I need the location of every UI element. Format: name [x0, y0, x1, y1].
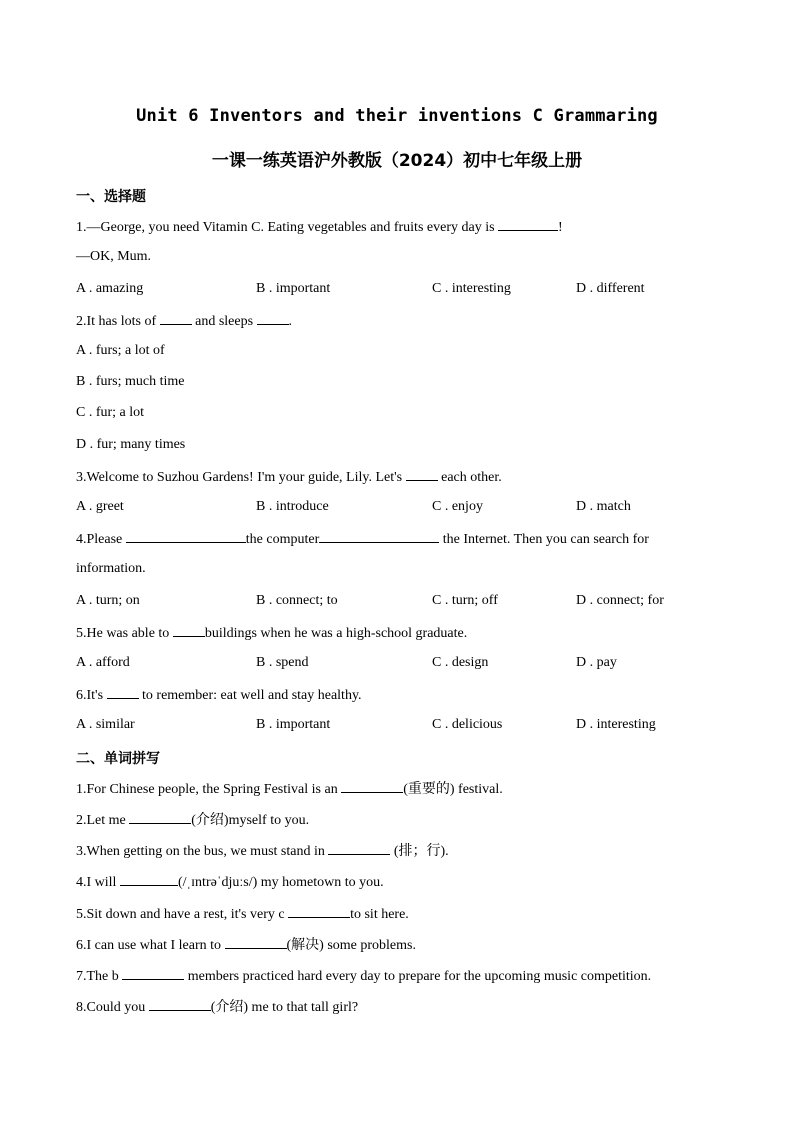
- question-4-mid: the computer: [245, 532, 320, 547]
- question-1-end: !: [558, 220, 563, 235]
- answer-blank[interactable]: [328, 841, 390, 855]
- option-c[interactable]: C . fur; a lot: [76, 405, 145, 420]
- answer-blank[interactable]: [319, 529, 439, 543]
- option-c[interactable]: C . turn; off: [432, 593, 498, 608]
- option-b[interactable]: B . introduce: [256, 499, 329, 514]
- section-heading-spelling: 二、单词拼写: [76, 751, 160, 767]
- spelling-5: [76, 904, 409, 924]
- question-3-text: 3.Welcome to Suzhou Gardens! I'm your guide, Lily. Let's: [76, 470, 406, 485]
- spelling-7: [76, 966, 651, 986]
- answer-blank[interactable]: [149, 997, 211, 1011]
- section-heading-multiple-choice: 一、选择题: [76, 189, 146, 205]
- option-c[interactable]: C . design: [432, 655, 489, 670]
- question-5: [76, 623, 467, 643]
- answer-blank[interactable]: [257, 311, 289, 325]
- option-d[interactable]: D . connect; for: [576, 593, 664, 608]
- option-a[interactable]: A . furs; a lot of: [76, 343, 165, 358]
- question-5-end: buildings when he was a high-school graduate.: [204, 626, 468, 641]
- answer-blank[interactable]: [225, 935, 287, 949]
- question-4-continued: information.: [76, 561, 146, 576]
- question-3-end: each other.: [437, 470, 502, 485]
- option-a[interactable]: A . similar: [76, 717, 135, 732]
- question-3: [76, 467, 502, 487]
- option-b[interactable]: B . furs; much time: [76, 374, 185, 389]
- spelling-6: [76, 935, 416, 955]
- option-a[interactable]: A . turn; on: [76, 593, 140, 608]
- question-4-end: the Internet. Then you can search for: [439, 532, 649, 547]
- spelling-2-hint: (介绍)myself to you.: [191, 813, 310, 828]
- option-c[interactable]: C . interesting: [432, 281, 511, 296]
- question-5-text: 5.He was able to: [76, 626, 173, 641]
- spelling-1: [76, 779, 503, 799]
- question-1-reply: —OK, Mum.: [76, 249, 152, 264]
- spelling-3-text: 3.When getting on the bus, we must stand in: [76, 844, 329, 859]
- answer-blank[interactable]: [126, 529, 246, 543]
- spelling-1-hint: (重要的) festival.: [403, 782, 503, 797]
- spelling-7-text: 7.The b: [76, 969, 123, 984]
- spelling-6-hint: (解决) some problems.: [286, 938, 416, 953]
- spelling-1-text: 1.For Chinese people, the Spring Festival is an: [76, 782, 342, 797]
- answer-blank[interactable]: [120, 872, 178, 886]
- spelling-8-text: 8.Could you: [76, 1000, 149, 1015]
- question-6-text: 6.It's: [76, 688, 107, 703]
- answer-blank[interactable]: [107, 685, 139, 699]
- answer-blank[interactable]: [122, 966, 184, 980]
- question-4-text: 4.Please: [76, 532, 126, 547]
- spelling-8: [76, 997, 358, 1017]
- question-2: [76, 311, 292, 331]
- question-6-end: to remember: eat well and stay healthy.: [138, 688, 362, 703]
- option-a[interactable]: A . greet: [76, 499, 124, 514]
- option-d[interactable]: D . interesting: [576, 717, 656, 732]
- spelling-6-text: 6.I can use what I learn to: [76, 938, 225, 953]
- question-2-text: 2.It has lots of: [76, 314, 160, 329]
- answer-blank[interactable]: [129, 810, 191, 824]
- answer-blank[interactable]: [288, 904, 350, 918]
- question-4: [76, 529, 649, 549]
- option-a[interactable]: A . afford: [76, 655, 130, 670]
- option-b[interactable]: B . important: [256, 281, 331, 296]
- option-a[interactable]: A . amazing: [76, 281, 144, 296]
- spelling-4: [76, 872, 384, 892]
- option-b[interactable]: B . connect; to: [256, 593, 338, 608]
- option-b[interactable]: B . important: [256, 717, 331, 732]
- option-c[interactable]: C . delicious: [432, 717, 503, 732]
- question-1-text: 1.—George, you need Vitamin C. Eating vegetables and fruits every day is: [76, 220, 499, 235]
- option-b[interactable]: B . spend: [256, 655, 309, 670]
- spelling-5-hint: to sit here.: [350, 907, 409, 922]
- answer-blank[interactable]: [173, 623, 205, 637]
- spelling-8-hint: (介绍) me to that tall girl?: [210, 1000, 359, 1015]
- spelling-4-text: 4.I will: [76, 875, 120, 890]
- question-1: [76, 217, 563, 237]
- answer-blank[interactable]: [341, 779, 403, 793]
- question-2-mid: and sleeps: [191, 314, 257, 329]
- option-d[interactable]: D . fur; many times: [76, 437, 186, 452]
- spelling-2: [76, 810, 309, 830]
- spelling-7-hint: members practiced hard every day to prepare for the upcoming music competition.: [184, 969, 652, 984]
- option-d[interactable]: D . match: [576, 499, 631, 514]
- worksheet-title: Unit 6 Inventors and their inventions C Grammaring: [136, 106, 658, 126]
- answer-blank[interactable]: [498, 217, 558, 231]
- option-d[interactable]: D . different: [576, 281, 645, 296]
- spelling-4-hint: (/ˌɪntrəˈdjuːs/) my hometown to you.: [177, 875, 384, 890]
- question-2-end: .: [288, 314, 293, 329]
- spelling-2-text: 2.Let me: [76, 813, 130, 828]
- answer-blank[interactable]: [160, 311, 192, 325]
- spelling-3: [76, 841, 449, 861]
- answer-blank[interactable]: [406, 467, 438, 481]
- worksheet-subtitle: 一课一练英语沪外教版（2024）初中七年级上册: [211, 151, 583, 171]
- spelling-5-text: 5.Sit down and have a rest, it's very c: [76, 907, 289, 922]
- spelling-3-hint: (排；行).: [390, 844, 449, 859]
- option-d[interactable]: D . pay: [576, 655, 617, 670]
- question-6: [76, 685, 362, 705]
- option-c[interactable]: C . enjoy: [432, 499, 483, 514]
